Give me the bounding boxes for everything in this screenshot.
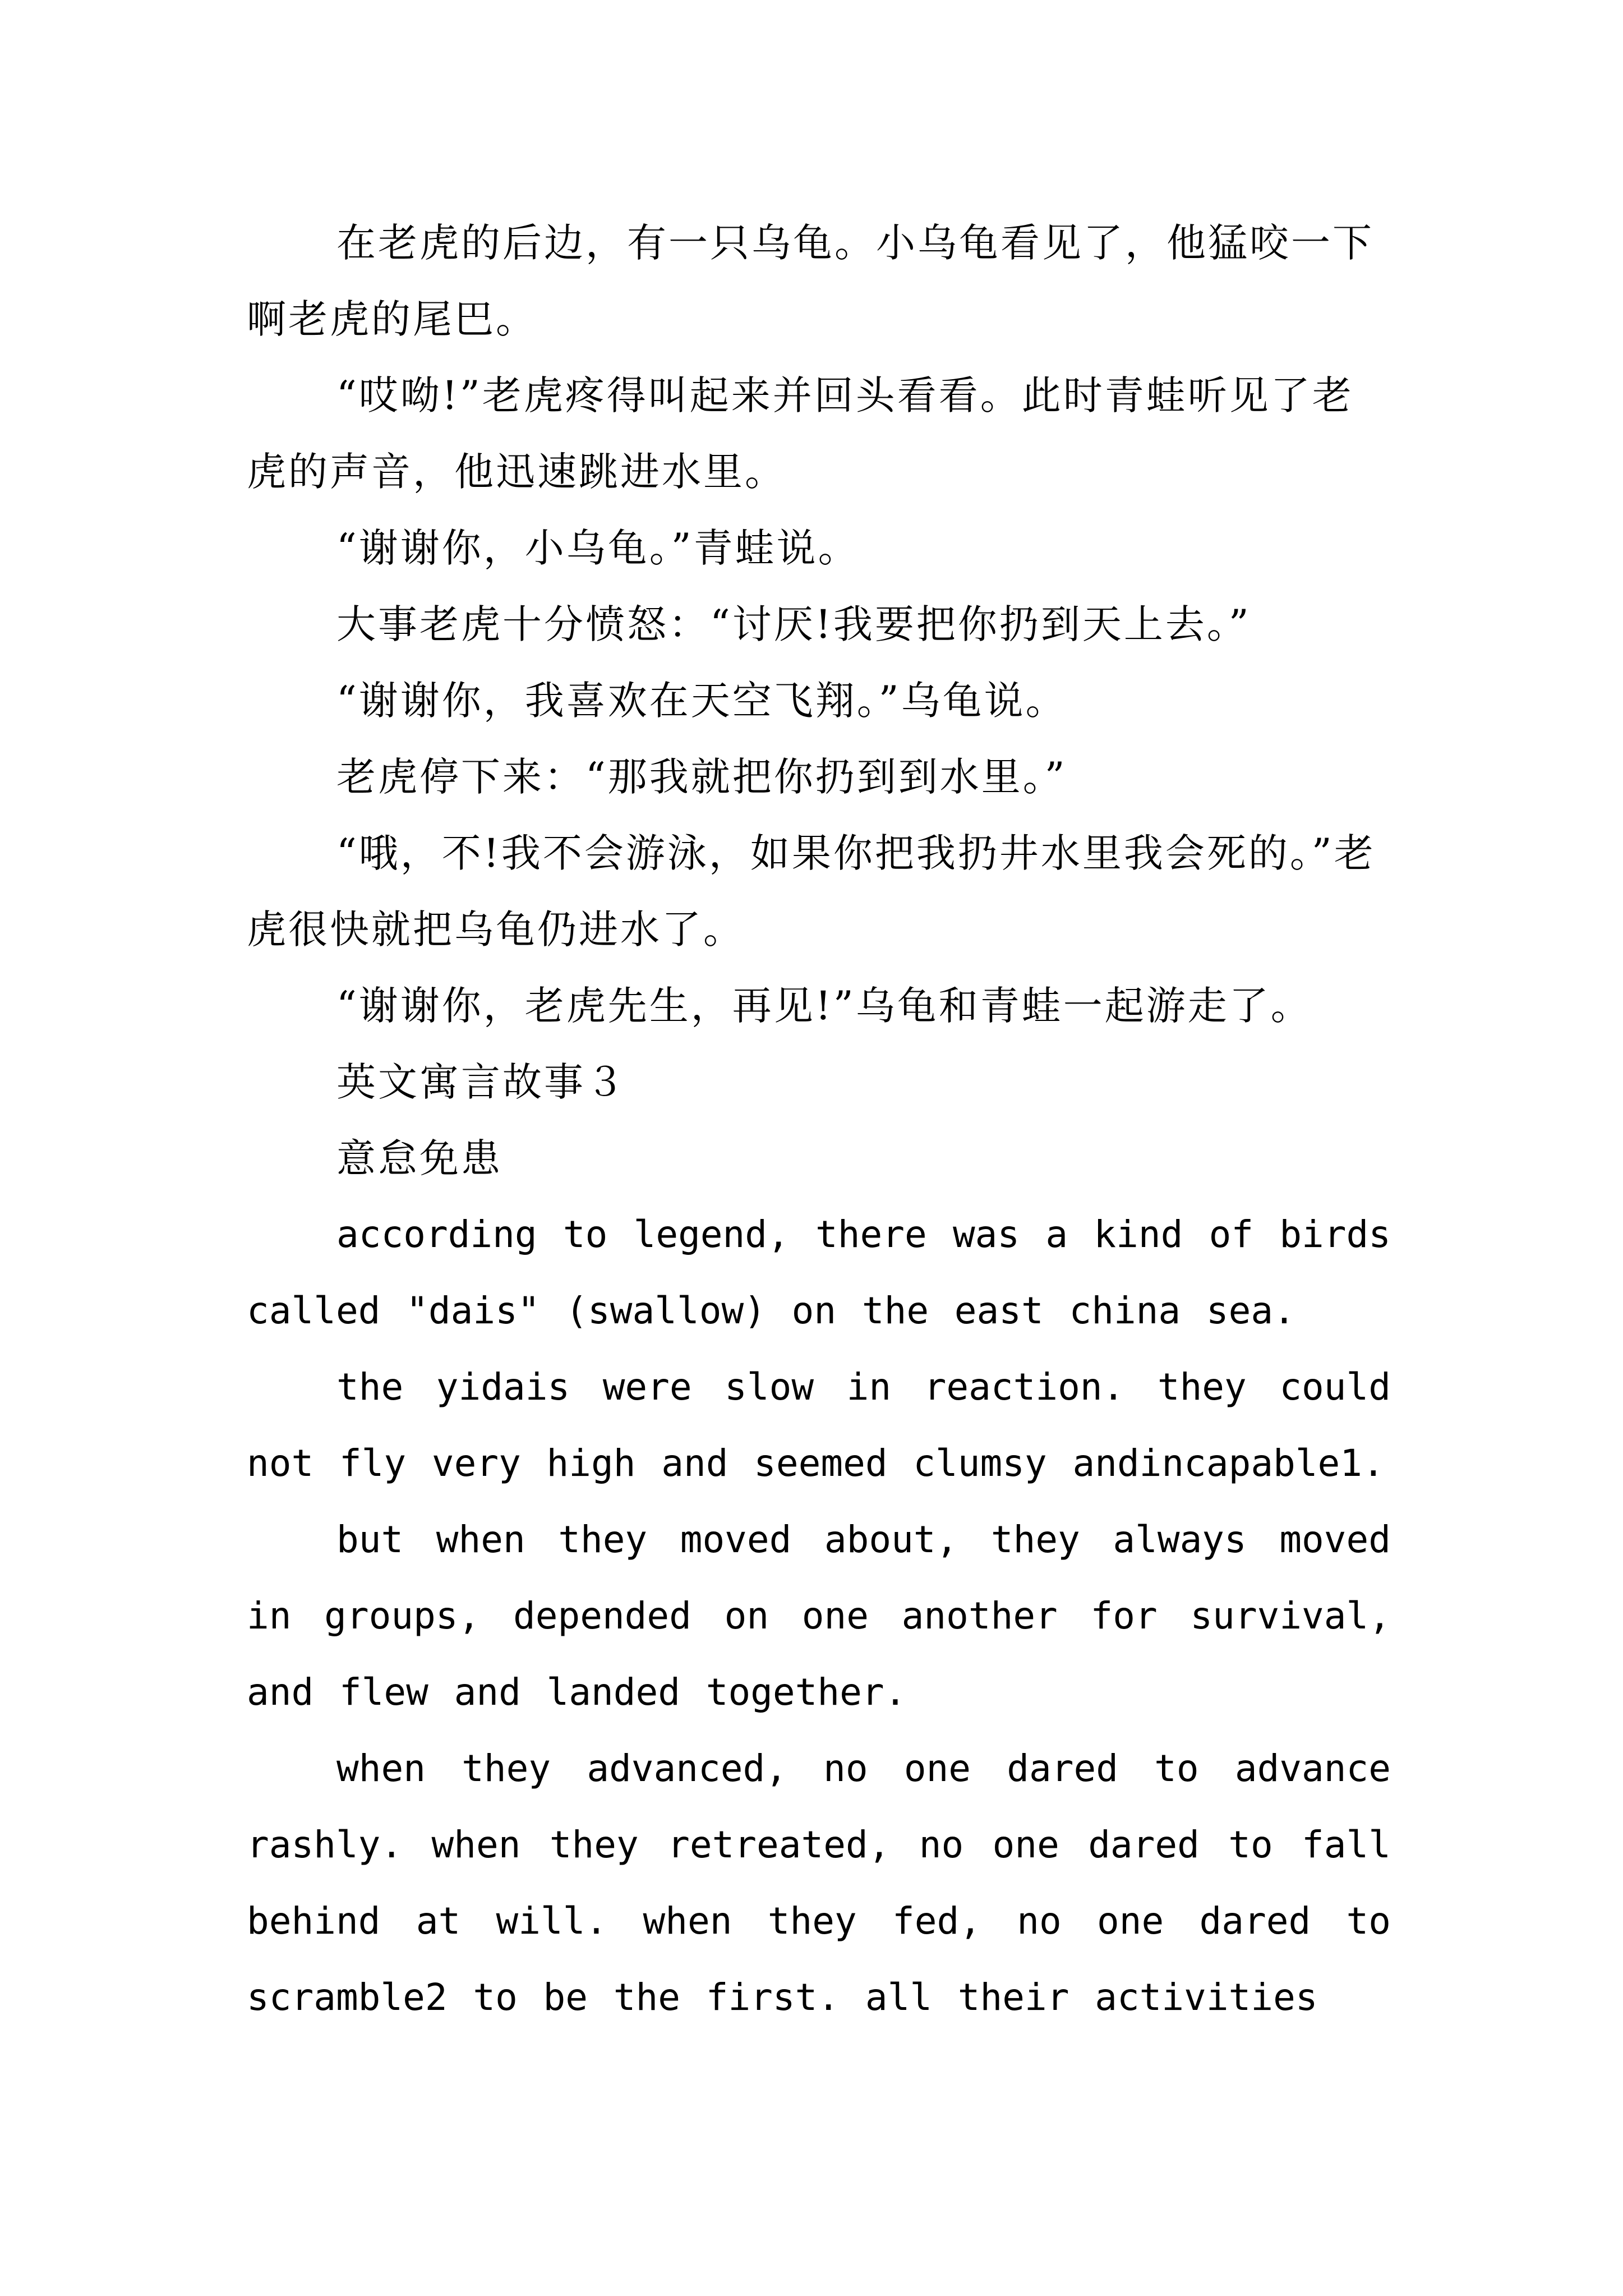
story-title: 意怠免患	[336, 1135, 502, 1181]
section-heading: 英文寓言故事３	[336, 1059, 627, 1105]
paragraph-tortoise-likes-sky: “谢谢你，我喜欢在天空飞翔。”乌龟说。	[336, 678, 1067, 724]
paragraph-tiger-angry: 大事老虎十分愤怒：“讨厌!我要把你扔到天上去。”	[336, 601, 1251, 647]
paragraph-tiger-cries-out: “哎呦!”老虎疼得叫起来并回头看看。此时青蛙听见了老虎的声音，他迅速跳进水里。	[247, 372, 1354, 495]
paragraph-legend-intro: according to legend, there was a kind of birds called "dais" (swallow) on the east china sea.	[247, 1213, 1391, 1332]
paragraph-frog-thanks: “谢谢你，小乌龟。”青蛙说。	[336, 525, 860, 571]
paragraph-tortoise-bites-tiger: 在老虎的后边，有一只乌龟。小乌龟看见了，他猛咬一下啊老虎的尾巴。	[247, 220, 1374, 342]
paragraph-moved-in-groups: but when they moved about, they always moved in groups, depended on one another for survival, and flew and landed together.	[247, 1518, 1391, 1714]
paragraph-yidais-slow: the yidais were slow in reaction. they could not fly very high and seemed clumsy andincapable1.	[247, 1365, 1391, 1485]
paragraph-tiger-threatens-water: 老虎停下来：“那我就把你扔到到水里。”	[336, 754, 1067, 800]
paragraph-advanced-retreated: when they advanced, no one dared to advance rashly. when they retreated, no one dared to fall behind at will. when they fed, no one dared to scramble2 to be the first. all their activities	[247, 1747, 1391, 2019]
paragraph-tortoise-pleads: “哦，不!我不会游泳，如果你把我扔井水里我会死的。”老虎很快就把乌龟仍进水了。	[247, 830, 1376, 953]
paragraph-tortoise-farewell: “谢谢你，老虎先生，再见!”乌龟和青蛙一起游走了。	[336, 983, 1312, 1029]
document-body	[247, 205, 1391, 2036]
